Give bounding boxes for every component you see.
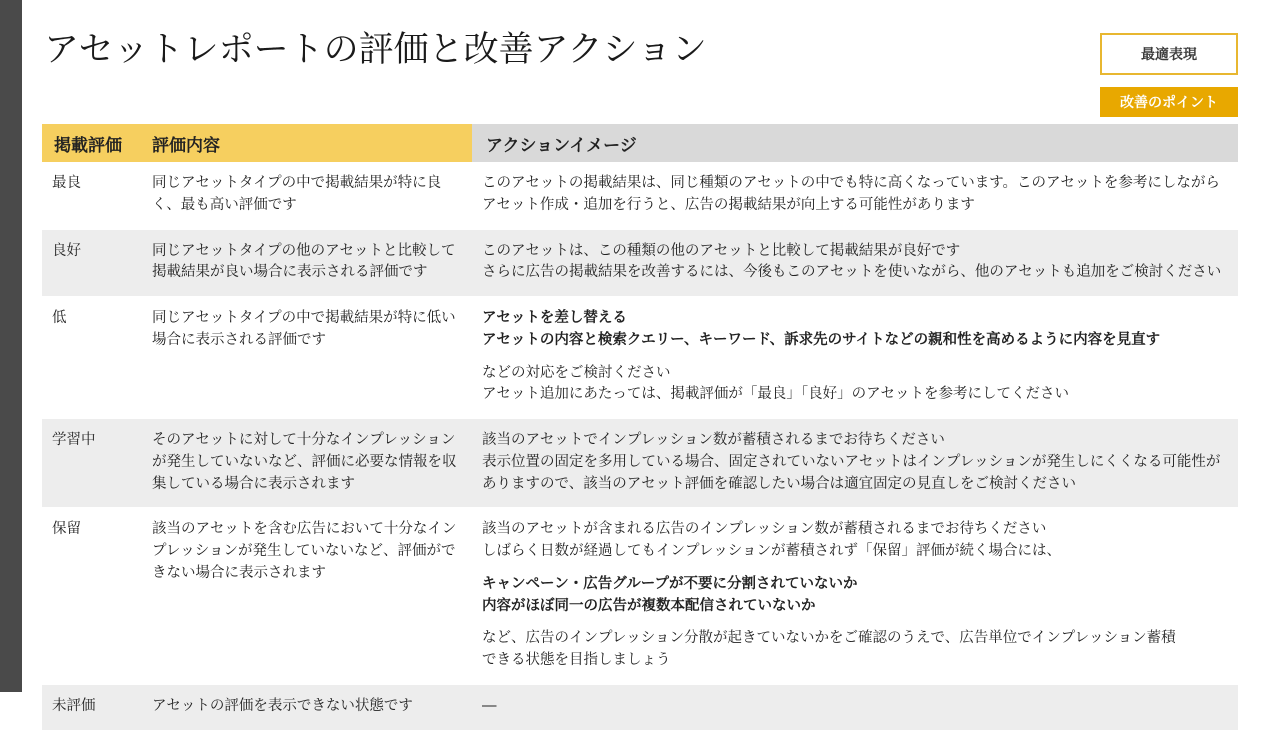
table-row: [42, 419, 1238, 508]
asset-evaluation-table: [42, 124, 1238, 731]
cell-description: 同じアセットタイプの他のアセットと比較して掲載結果が良い場合に表示される評価です: [142, 229, 472, 297]
cell-action: [472, 684, 1238, 730]
cell-description: アセットの評価を表示できない状態です: [142, 684, 472, 730]
action-line-emphasis: アセットを差し替える: [482, 310, 627, 326]
cell-description: 同じアセットタイプの中で掲載結果が特に低い場合に表示される評価です: [142, 297, 472, 419]
table-row: [42, 508, 1238, 685]
action-line: など、広告のインプレッション分散が起きていないかをご確認のうえで、広告単位でインプレッション蓄積: [482, 630, 1176, 647]
action-line: しばらく日数が経過してもインプレッションが蓄積されず「保留」評価が続く場合には、: [482, 543, 1061, 559]
action-line: ―: [482, 697, 497, 714]
cell-description: 同じアセットタイプの中で掲載結果が特に良く、最も高い評価です: [142, 162, 472, 229]
action-text-block: [482, 519, 1228, 672]
action-text-block: [482, 308, 1228, 406]
cell-evaluation: 保留: [42, 508, 142, 685]
action-text-block: [482, 241, 1228, 285]
cell-action: [472, 229, 1238, 297]
column-header-action: アクションイメージ: [472, 124, 1238, 162]
action-line: 表示位置の固定を多用している場合、固定されていないアセットはインプレッションが発生しにくくなる可能性が: [482, 453, 1221, 470]
cell-evaluation: 最良: [42, 162, 142, 229]
action-line: このアセットは、この種類の他のアセットと比較して掲載結果が良好です: [482, 242, 961, 259]
table-row: [42, 229, 1238, 297]
column-header-evaluation: 掲載評価: [42, 124, 142, 162]
action-line-spacer: [482, 617, 1228, 628]
action-line: 該当のアセットでインプレッション数が蓄積されるまでお待ちください: [482, 432, 945, 448]
table-row: [42, 684, 1238, 730]
action-line: このアセットの掲載結果は、同じ種類のアセットの中でも特に高くなっています。このアセットを参考にしながら: [482, 175, 1220, 191]
cell-evaluation: 未評価: [42, 684, 142, 730]
table-row: [42, 162, 1238, 229]
action-text-block: [482, 173, 1228, 217]
left-accent-bar: [0, 0, 22, 692]
action-line: できる状態を目指しましょう: [482, 652, 671, 668]
action-line: などの対応をご検討ください: [482, 364, 671, 381]
column-header-description: 評価内容: [142, 124, 472, 162]
action-line-emphasis: 内容がほぼ同一の広告が複数本配信されていないか: [482, 597, 816, 614]
cell-description: 該当のアセットを含む広告において十分なインプレッションが発生していないなど、評価ができない場合に表示されます: [142, 508, 472, 685]
action-line: ありますので、該当のアセット評価を確認したい場合は適宜固定の見直しをご検討ください: [482, 475, 1077, 492]
page-title: アセットレポートの評価と改善アクション: [44, 30, 707, 69]
action-text-block: [482, 430, 1228, 495]
cell-action: [472, 297, 1238, 419]
cell-action: [472, 162, 1238, 229]
cell-evaluation: 良好: [42, 229, 142, 297]
action-line: アセット追加にあたっては、掲載評価が「最良」「良好」のアセットを参考にしてください: [482, 386, 1069, 403]
cell-description: そのアセットに対して十分なインプレッションが発生していないなど、評価に必要な情報を収集している場合に表示されます: [142, 419, 472, 508]
cell-action: [472, 508, 1238, 685]
action-line: アセット作成・追加を行うと、広告の掲載結果が向上する可能性があります: [482, 196, 975, 213]
cell-evaluation: 低: [42, 297, 142, 419]
action-line-spacer: [482, 563, 1228, 574]
action-line-emphasis: アセットの内容と検索クエリー、キーワード、訴求先のサイトなどの親和性を高めるように内容を見直す: [482, 331, 1161, 348]
table-row: [42, 297, 1238, 419]
table-header-row: [42, 124, 1238, 162]
cell-evaluation: 学習中: [42, 419, 142, 508]
action-line: さらに広告の掲載結果を改善するには、今後もこのアセットを使いながら、他のアセットも追加をご検討ください: [482, 264, 1222, 281]
action-line-emphasis: キャンペーン・広告グループが不要に分割されていないか: [482, 575, 858, 592]
action-line-spacer: [482, 352, 1228, 363]
action-text-block: [482, 696, 1228, 718]
table-header: [42, 124, 1238, 162]
badge-best-practice: 最適表現: [1100, 33, 1238, 75]
action-line: 該当のアセットが含まれる広告のインプレッション数が蓄積されるまでお待ちください: [482, 521, 1047, 538]
cell-action: [472, 419, 1238, 508]
table-body: [42, 162, 1238, 730]
badge-improvement-point: 改善のポイント: [1100, 87, 1238, 117]
